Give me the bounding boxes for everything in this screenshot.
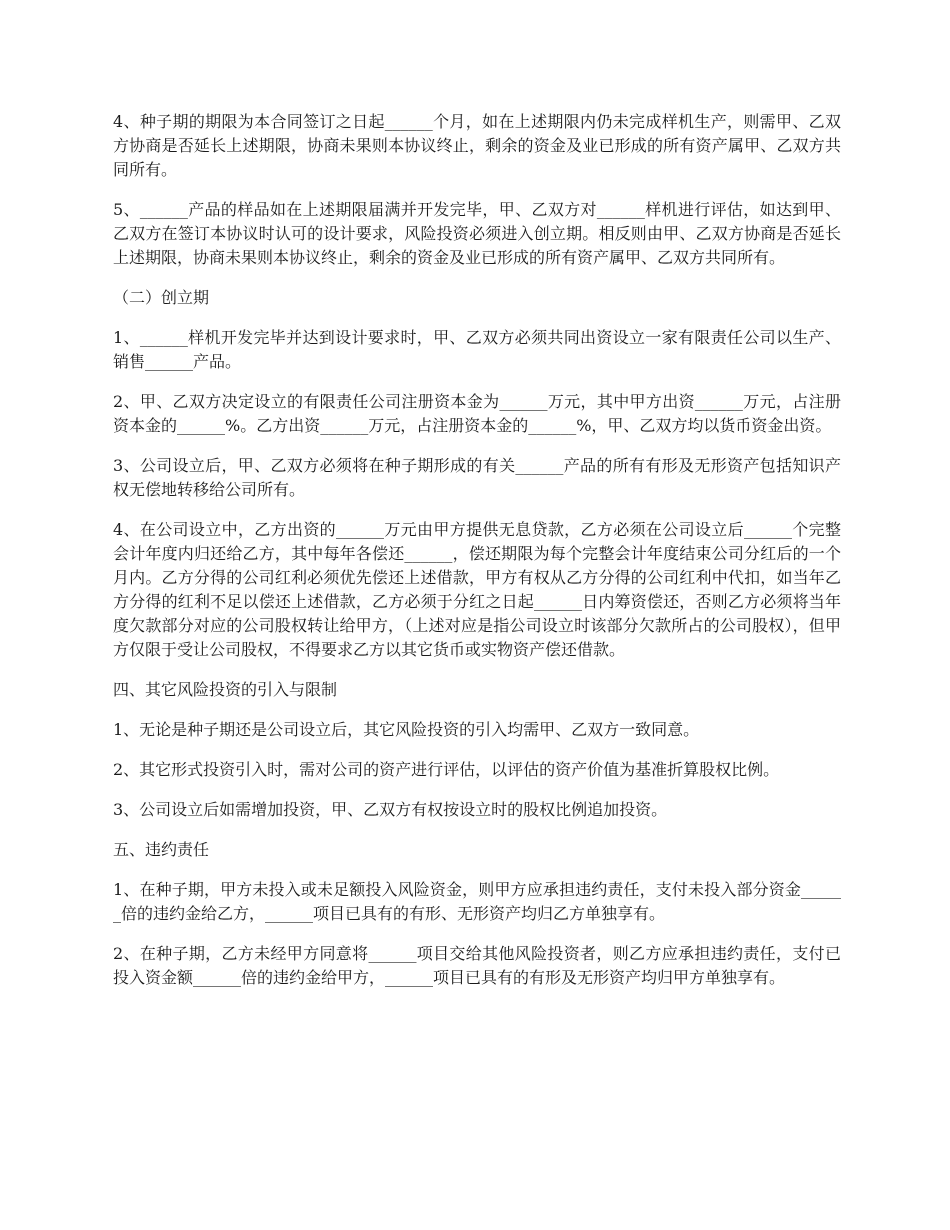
clause-asset-transfer: 3、公司设立后，甲、乙双方必须将在种子期形成的有关______产品的所有有形及无形资产包括知识产权无偿地转移给公司所有。 (113, 456, 841, 499)
clause-registered-capital: 2、甲、乙双方决定设立的有限责任公司注册资本金为______万元，其中甲方出资______万元，占注册资本金的______%。乙方出资______万元，占注册资本金的______%，甲、乙双方均以货币资金出资。 (113, 392, 841, 435)
clause-seed-period-term: 4、种子期的期限为本合同签订之日起______个月，如在上述期限内仍未完成样机生产，则需甲、乙双方协商是否延长上述期限，协商未果则本协议终止，剩余的资金及业已形成的所有资产属甲、乙双方共同所有。 (113, 112, 841, 179)
clause-additional-investment: 3、公司设立后如需增加投资，甲、乙双方有权按设立时的股权比例追加投资。 (113, 800, 668, 819)
clause-party-a-breach: 1、在种子期，甲方未投入或未足额投入风险资金，则甲方应承担违约责任，支付未投入部分资金______倍的违约金给乙方，______项目已具有的有形、无形资产均归乙方单独享有。 (113, 880, 841, 923)
document-page (113, 110, 841, 1006)
clause-party-b-breach: 2、在种子期，乙方未经甲方同意将______项目交给其他风险投资者，则乙方应承担违约责任，支付已投入资金额______倍的违约金给甲方，______项目已具有的有形及无形资产均归甲方单独享有。 (113, 944, 841, 987)
section-heading-other-investment: 四、其它风险投资的引入与限制 (113, 680, 338, 699)
clause-sample-evaluation: 5、______产品的样品如在上述期限届满并开发完毕，甲、乙双方对______样机进行评估，如达到甲、乙双方在签订本协议时认可的设计要求，风险投资必须进入创立期。相反则由甲、乙双方协商是否延长上述期限，协商未果则本协议终止，剩余的资金及业已形成的所有资产属甲、乙双方共同所有。 (113, 200, 841, 267)
section-heading-founding-period: （二）创立期 (113, 288, 210, 307)
clause-investment-consent: 1、无论是种子期还是公司设立后，其它风险投资的引入均需甲、乙双方一致同意。 (113, 720, 700, 739)
section-heading-liability: 五、违约责任 (113, 840, 210, 859)
clause-asset-valuation: 2、其它形式投资引入时，需对公司的资产进行评估，以评估的资产价值为基准折算股权比例。 (113, 760, 780, 779)
clause-company-establishment: 1、______样机开发完毕并达到设计要求时，甲、乙双方必须共同出资设立一家有限责任公司以生产、销售______产品。 (113, 328, 841, 371)
clause-interest-free-loan: 4、在公司设立中，乙方出资的______万元由甲方提供无息贷款，乙方必须在公司设立后______个完整会计年度内归还给乙方，其中每年各偿还______，偿还期限为每个完整会计年度结束公司分红后的一个月内。乙方分得的公司红利必须优先偿还上述借款，甲方有权从乙方分得的公司红利中代扣，如当年乙方分得的红利不足以偿还上述借款，乙方必须于分红之日起______日内筹资偿还，否则乙方必须将当年度欠款部分对应的公司股权转让给甲方，（上述对应是指公司设立时该部分欠款所占的公司股权），但甲方仅限于受让公司股权，不得要求乙方以其它货币或实物资产偿还借款。 (113, 520, 841, 659)
